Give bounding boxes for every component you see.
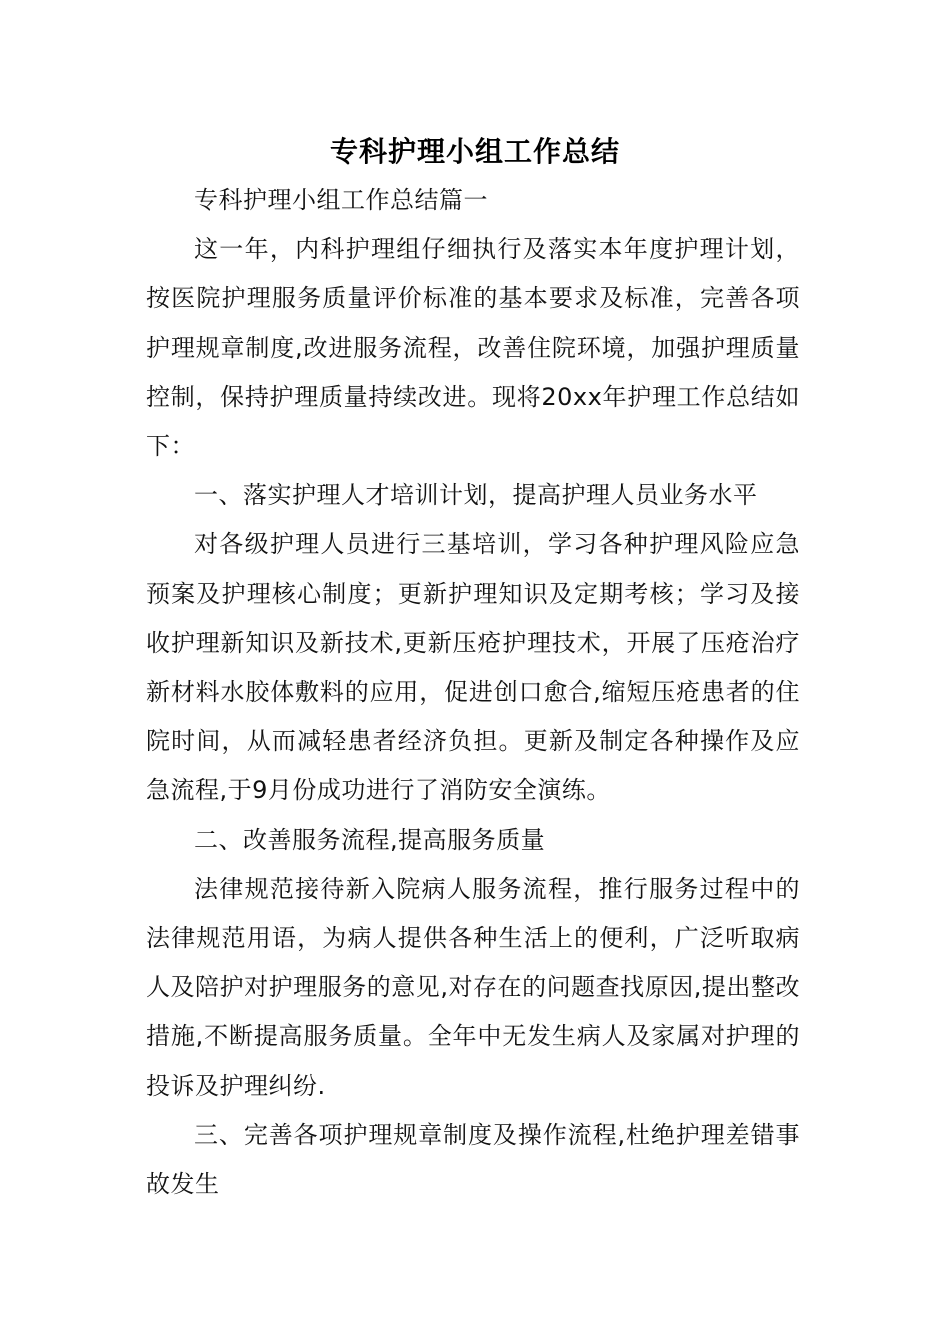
section-1-heading: 一、落实护理人才培训计划，提高护理人员业务水平 bbox=[194, 481, 758, 510]
section-2-heading: 二、改善服务流程,提高服务质量 bbox=[194, 825, 546, 854]
document-subtitle: 专科护理小组工作总结篇一 bbox=[194, 186, 488, 214]
document-body bbox=[146, 176, 800, 1209]
section-2-paragraph: 法律规范接待新入院病人服务流程，推行服务过程中的法律规范用语，为病人提供各种生活上的便利，广泛听取病人及陪护对护理服务的意见,对存在的问题查找原因,提出整改措施,不断提高服务质量。全年中无发生病人及家属对护理的投诉及护理纠纷. bbox=[146, 874, 800, 1100]
section-1-paragraph: 对各级护理人员进行三基培训，学习各种护理风险应急预案及护理核心制度；更新护理知识及定期考核；学习及接收护理新知识及新技术,更新压疮护理技术，开展了压疮治疗新材料水胶体敷料的应用，促进创口愈合,缩短压疮患者的住院时间，从而减轻患者经济负担。更新及制定各种操作及应急流程,于9月份成功进行了消防安全演练。 bbox=[146, 530, 800, 805]
document-title: 专科护理小组工作总结 bbox=[329, 135, 620, 168]
section-3-heading: 三、完善各项护理规章制度及操作流程,杜绝护理差错事故发生 bbox=[146, 1120, 800, 1199]
intro-paragraph: 这一年，内科护理组仔细执行及落实本年度护理计划，按医院护理服务质量评价标准的基本要求及标准，完善各项护理规章制度,改进服务流程，改善住院环境，加强护理质量控制，保持护理质量持续改进。现将20xx年护理工作总结如下： bbox=[146, 235, 800, 461]
